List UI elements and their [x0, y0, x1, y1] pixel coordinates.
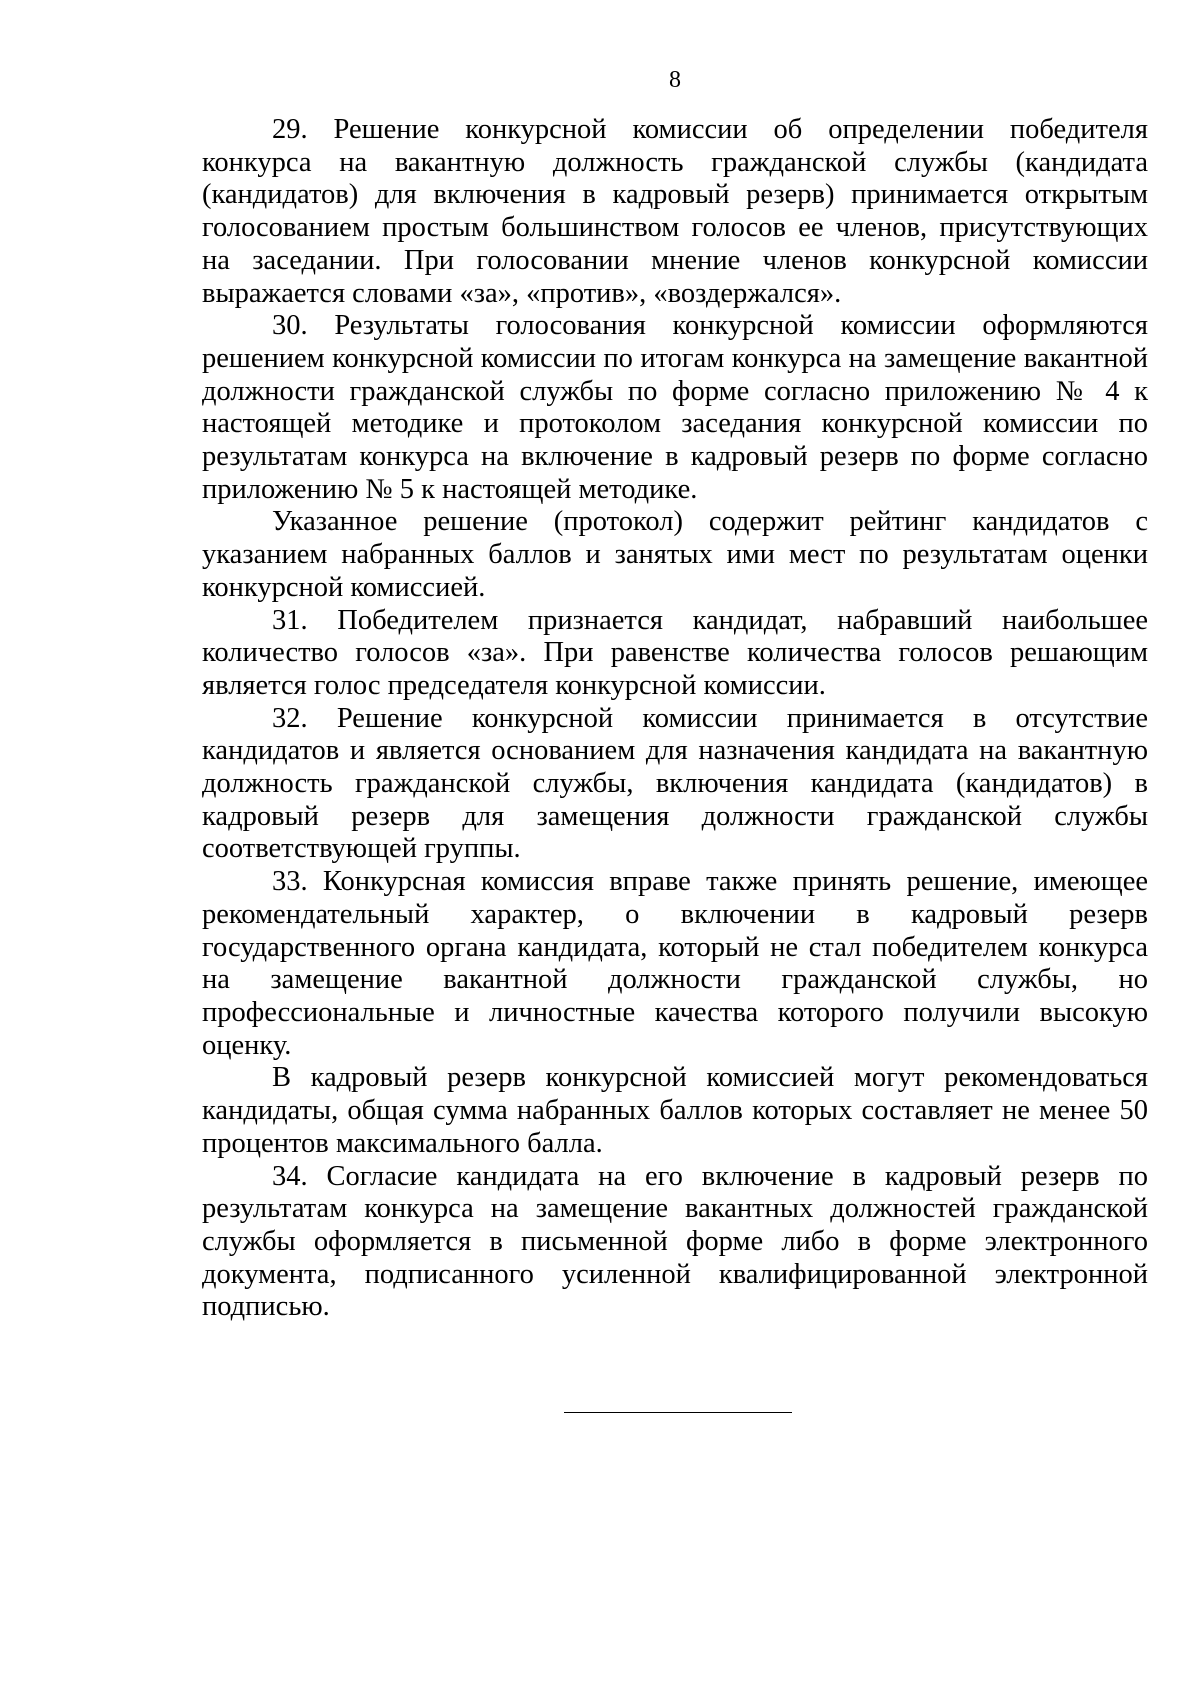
paragraph-31: 31. Победителем признается кандидат, набравший наибольшее количество голосов «за». При равенстве количества голосов решающим является голос председателя конкурсной комиссии.: [202, 604, 1148, 701]
paragraph-29: 29. Решение конкурсной комиссии об определении победителя конкурса на вакантную должность гражданской службы (кандидата (кандидатов) для включения в кадровый резерв) принимается открытым голосованием простым большинством голосов ее членов, присутствующих на заседании. При голосовании мнение членов конкурсной комиссии выражается словами «за», «против», «воздержался».: [202, 114, 1148, 309]
paragraph-30-continuation: Указанное решение (протокол) содержит рейтинг кандидатов с указанием набранных баллов и занятых ими мест по результатам оценки конкурсной комиссией.: [202, 506, 1148, 603]
paragraph-33-continuation: В кадровый резерв конкурсной комиссией могут рекомендоваться кандидаты, общая сумма набранных баллов которых составляет не менее 50 процентов максимального балла.: [202, 1062, 1148, 1159]
paragraph-32: 32. Решение конкурсной комиссии принимается в отсутствие кандидатов и является основанием для назначения кандидата на вакантную должность гражданской службы, включения кандидата (кандидатов) в кадровый резерв для замещения должности гражданской службы соответствующей группы.: [202, 702, 1148, 865]
paragraph-34: 34. Согласие кандидата на его включение в кадровый резерв по результатам конкурса на замещение вакантных должностей гражданской службы оформляется в письменной форме либо в форме электронного документа, подписанного усиленной квалифицированной электронной подписью.: [202, 1160, 1148, 1323]
page-number: 8: [669, 67, 681, 93]
paragraph-33: 33. Конкурсная комиссия вправе также принять решение, имеющее рекомендательный характер, о включении в кадровый резерв государственного органа кандидата, который не стал победителем конкурса на замещение вакантной должности гражданской службы, но профессиональные и личностные качества которого получили высокую оценку.: [202, 866, 1148, 1061]
document-body: [202, 114, 1148, 1324]
paragraph-30: 30. Результаты голосования конкурсной комиссии оформляются решением конкурсной комиссии по итогам конкурса на замещение вакантной должности гражданской службы по форме согласно приложению № 4 к настоящей методике и протоколом заседания конкурсной комиссии по результатам конкурса на включение в кадровый резерв по форме согласно приложению № 5 к настоящей методике.: [202, 310, 1148, 505]
end-separator-line: [564, 1412, 792, 1413]
